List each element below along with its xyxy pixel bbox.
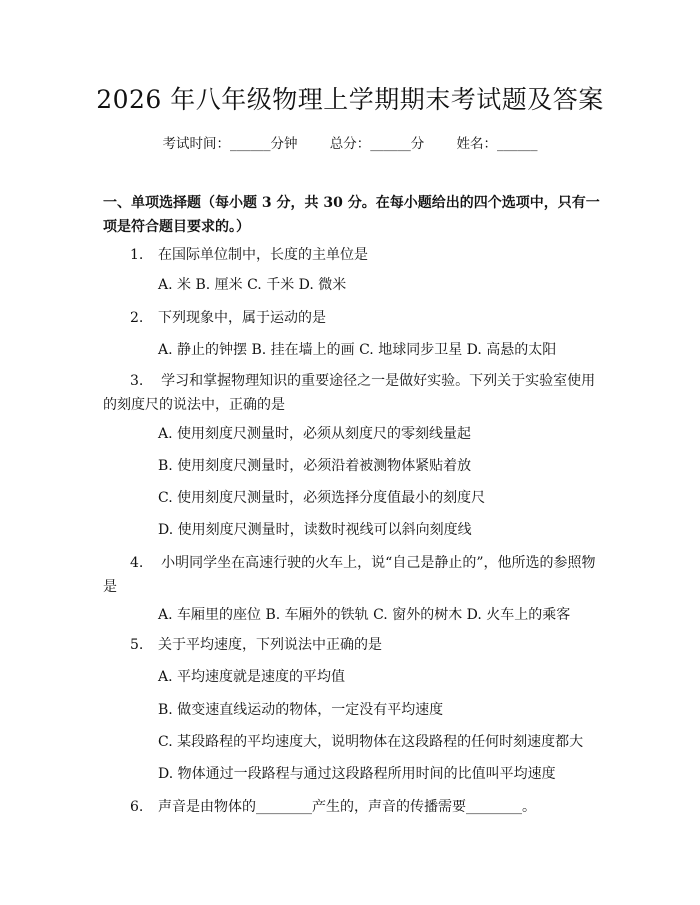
question-number: 1. bbox=[130, 247, 144, 263]
question-number: 6. bbox=[130, 799, 144, 815]
question-4-options: A. 车厢里的座位 B. 车厢外的铁轨 C. 窗外的树木 D. 火车上的乘客 bbox=[158, 607, 571, 623]
question-2-options: A. 静止的钟摆 B. 挂在墙上的画 C. 地球同步卫星 D. 高悬的太阳 bbox=[158, 342, 557, 358]
page-title: 2026 年八年级物理上学期期末考试题及答案 bbox=[96, 85, 604, 114]
question-3-option-c: C. 使用刻度尺测量时，必须选择分度值最小的刻度尺 bbox=[158, 490, 486, 506]
question-1-options: A. 米 B. 厘米 C. 千米 D. 微米 bbox=[158, 277, 347, 293]
question-3-option-d: D. 使用刻度尺测量时，读数时视线可以斜向刻度线 bbox=[158, 522, 472, 538]
question-number: 3. bbox=[130, 373, 144, 389]
question-5-option-b: B. 做变速直线运动的物体，一定没有平均速度 bbox=[158, 702, 444, 718]
question-number: 5. bbox=[130, 637, 144, 653]
question-3-option-b: B. 使用刻度尺测量时，必须沿着被测物体紧贴着放 bbox=[158, 458, 472, 474]
question-4 bbox=[103, 551, 600, 599]
question-text: 关于平均速度，下列说法中正确的是 bbox=[158, 637, 382, 653]
question-text: 下列现象中，属于运动的是 bbox=[158, 310, 326, 326]
question-text: 声音是由物体的________产生的，声音的传播需要________。 bbox=[158, 799, 536, 815]
question-text: 在国际单位制中，长度的主单位是 bbox=[158, 247, 368, 263]
total-score-field: 总分：______分 bbox=[329, 136, 425, 152]
student-name-field: 姓名：______ bbox=[456, 136, 538, 152]
question-5-option-d: D. 物体通过一段路程与通过这段路程所用时间的比值叫平均速度 bbox=[158, 766, 556, 782]
question-number: 2. bbox=[130, 310, 144, 326]
question-5-option-a: A. 平均速度就是速度的平均值 bbox=[158, 669, 346, 685]
section-heading: 一、单项选择题（每小题 3 分，共 30 分。在每小题给出的四个选项中，只有一项是符合题目要求的。） bbox=[103, 195, 600, 235]
exam-time-field: 考试时间：______分钟 bbox=[162, 136, 298, 152]
question-text: 小明同学坐在高速行驶的火车上，说“自己是静止的”，他所选的参照物是 bbox=[103, 555, 596, 595]
question-3 bbox=[103, 369, 600, 417]
question-text: 学习和掌握物理知识的重要途径之一是做好实验。下列关于实验室使用的刻度尺的说法中，正确的是 bbox=[103, 373, 596, 413]
question-number: 4. bbox=[130, 555, 144, 571]
question-5-option-c: C. 某段路程的平均速度大，说明物体在这段路程的任何时刻速度都大 bbox=[158, 734, 584, 750]
exam-meta bbox=[0, 132, 700, 152]
question-3-option-a: A. 使用刻度尺测量时，必须从刻度尺的零刻线量起 bbox=[158, 426, 472, 442]
